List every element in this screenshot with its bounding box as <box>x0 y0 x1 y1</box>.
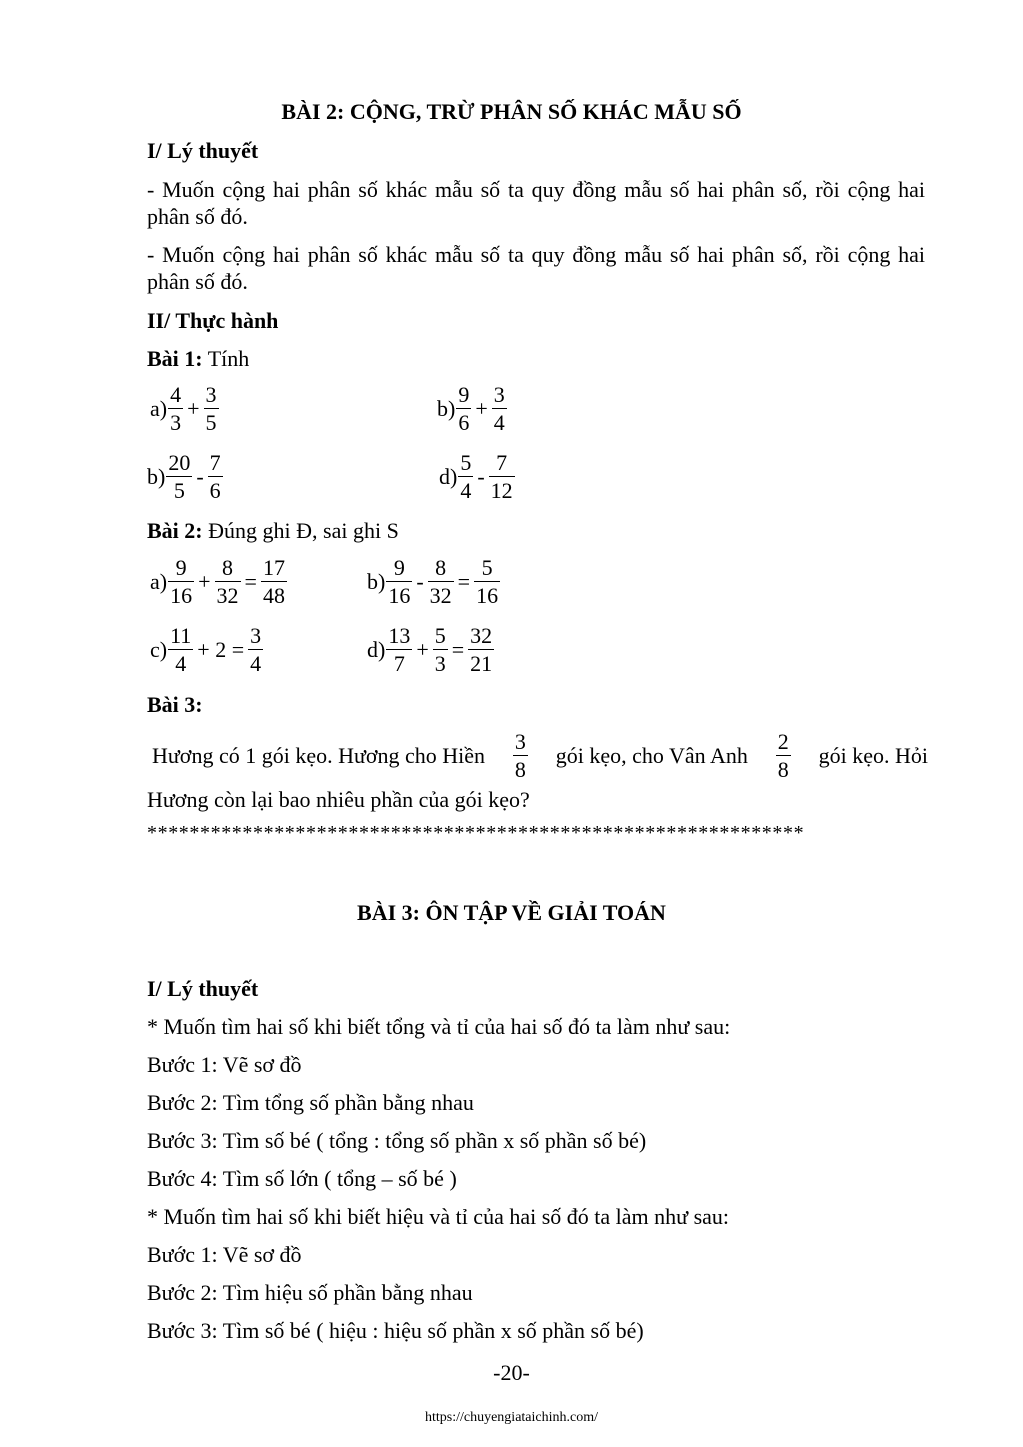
fraction <box>468 625 494 675</box>
numerator: 5 <box>460 450 472 475</box>
exercise3-line2: Hương còn lại bao nhiêu phần của gói kẹo? <box>147 787 530 812</box>
exercise3-part2: gói kẹo, cho Vân Anh <box>555 742 748 768</box>
exercise2-heading <box>147 518 399 544</box>
denominator: 4 <box>460 478 472 503</box>
exercise3-line1 <box>152 728 928 784</box>
denominator: 48 <box>262 583 285 608</box>
denominator: 3 <box>170 410 182 435</box>
operator: + <box>475 395 488 421</box>
fraction <box>474 557 500 607</box>
denominator: 3 <box>434 651 446 676</box>
item-prefix: b) <box>437 395 456 421</box>
numerator: 3 <box>205 382 217 407</box>
numerator: 3 <box>493 382 505 407</box>
exercise2-label: Bài 2: <box>147 518 203 543</box>
fraction <box>489 452 515 502</box>
exercise1-label: Bài 1: <box>147 346 203 371</box>
fraction <box>168 557 194 607</box>
exercise1-heading <box>147 346 249 372</box>
fraction <box>428 557 454 607</box>
lesson3-line: Bước 1: Vẽ sơ đồ <box>147 1242 302 1267</box>
lesson2-theory-2: - Muốn cộng hai phân số khác mẫu số ta quy đồng mẫu số hai phân số, rồi cộng hai phân số đó. <box>147 242 925 294</box>
numerator: 7 <box>209 450 221 475</box>
lesson2-theory-heading: I/ Lý thuyết <box>147 138 259 163</box>
operator: - <box>477 463 485 489</box>
fraction <box>168 384 183 434</box>
numerator: 8 <box>428 557 454 582</box>
numerator: 5 <box>434 623 446 648</box>
operator: - <box>196 463 204 489</box>
fraction <box>386 625 412 675</box>
exercise2-text: Đúng ghi Đ, sai ghi S <box>202 518 399 543</box>
lesson3-title: BÀI 3: ÔN TẬP VỀ GIẢI TOÁN <box>357 900 666 925</box>
item-prefix: b) <box>367 568 386 594</box>
exercise3-label: Bài 3: <box>147 692 203 717</box>
numerator: 3 <box>250 623 262 648</box>
exercise3-part1: Hương có 1 gói kẹo. Hương cho Hiền <box>152 742 486 768</box>
item-prefix: a) <box>150 568 168 594</box>
section-separator: ************************************************************** <box>147 822 805 844</box>
fraction <box>248 625 263 675</box>
numerator: 9 <box>458 382 470 407</box>
footer-url[interactable]: https://chuyengiataichinh.com/ <box>424 1410 599 1425</box>
fraction <box>166 452 192 502</box>
exercise3-part3: gói kẹo. Hỏi <box>818 742 928 768</box>
lesson3-theory-heading: I/ Lý thuyết <box>147 976 259 1001</box>
lesson3-line: * Muốn tìm hai số khi biết hiệu và tỉ của hai số đó ta làm như sau: <box>147 1204 730 1229</box>
item-prefix: d) <box>439 463 458 489</box>
fraction <box>208 452 223 502</box>
denominator: 21 <box>470 651 493 676</box>
denominator: 16 <box>170 583 193 608</box>
equals-sign: = <box>457 568 471 594</box>
item-prefix: d) <box>367 636 386 662</box>
fraction <box>386 557 412 607</box>
denominator: 8 <box>777 757 789 782</box>
lesson3-line: Bước 2: Tìm tổng số phần bằng nhau <box>147 1090 474 1115</box>
numerator: 17 <box>262 555 285 580</box>
denominator: 7 <box>393 651 405 676</box>
exercise2-item-c <box>150 622 264 678</box>
lesson3-line: * Muốn tìm hai số khi biết tổng và tỉ của hai số đó ta làm như sau: <box>147 1014 731 1039</box>
operator: + 2 = <box>197 636 245 662</box>
fraction <box>513 731 528 781</box>
numerator: 3 <box>514 729 526 754</box>
lesson2-title: BÀI 2: CỘNG, TRỪ PHÂN SỐ KHÁC MẪU SỐ <box>281 99 742 124</box>
denominator: 4 <box>175 651 187 676</box>
denominator: 8 <box>514 757 526 782</box>
denominator: 6 <box>209 478 221 503</box>
fraction <box>492 384 507 434</box>
item-prefix: b) <box>147 463 166 489</box>
equals-sign: = <box>451 636 465 662</box>
denominator: 4 <box>250 651 262 676</box>
exercise1-item-a <box>150 381 220 437</box>
denominator: 16 <box>388 583 411 608</box>
fraction <box>458 452 473 502</box>
operator: + <box>198 568 211 594</box>
exercise2-item-d <box>367 622 495 678</box>
numerator: 9 <box>386 557 412 582</box>
item-prefix: a) <box>150 395 168 421</box>
fraction <box>433 625 448 675</box>
numerator: 8 <box>215 557 241 582</box>
fraction <box>204 384 219 434</box>
denominator: 4 <box>493 410 505 435</box>
exercise1-item-b <box>437 381 508 437</box>
fraction <box>261 557 287 607</box>
denominator: 16 <box>476 583 499 608</box>
denominator: 5 <box>205 410 217 435</box>
numerator: 11 <box>170 623 192 648</box>
denominator: 32 <box>429 583 452 608</box>
lesson3-line: Bước 3: Tìm số bé ( hiệu : hiệu số phần x số phần số bé) <box>147 1318 644 1343</box>
operator: + <box>416 636 429 662</box>
operator: - <box>416 568 424 594</box>
fraction <box>776 731 791 781</box>
numerator: 9 <box>168 557 194 582</box>
lesson3-line: Bước 2: Tìm hiệu số phần bằng nhau <box>147 1280 473 1305</box>
numerator: 20 <box>168 450 191 475</box>
lesson3-line: Bước 1: Vẽ sơ đồ <box>147 1052 302 1077</box>
fraction <box>168 625 193 675</box>
lesson2-practice-heading: II/ Thực hành <box>147 308 279 333</box>
item-prefix: c) <box>150 636 168 662</box>
exercise2-item-b <box>367 554 501 610</box>
numerator: 7 <box>489 452 515 477</box>
numerator: 13 <box>388 623 411 648</box>
denominator: 6 <box>458 410 470 435</box>
numerator: 2 <box>777 729 789 754</box>
exercise2-item-a <box>150 554 288 610</box>
page-number: -20- <box>493 1360 530 1385</box>
exercise1-item-d <box>439 449 516 505</box>
numerator: 4 <box>170 382 182 407</box>
denominator: 12 <box>490 478 513 503</box>
exercise1-text: Tính <box>202 346 250 371</box>
lesson3-line: Bước 3: Tìm số bé ( tổng : tổng số phần x số phần số bé) <box>147 1128 647 1153</box>
lesson3-line: Bước 4: Tìm số lớn ( tổng – số bé ) <box>147 1166 457 1191</box>
denominator: 5 <box>173 478 185 503</box>
equals-sign: = <box>244 568 257 594</box>
numerator: 32 <box>470 623 493 648</box>
fraction <box>456 384 471 434</box>
numerator: 5 <box>474 557 500 582</box>
lesson2-theory-1: - Muốn cộng hai phân số khác mẫu số ta quy đồng mẫu số hai phân số, rồi cộng hai phân số đó. <box>147 177 925 229</box>
operator: + <box>187 395 200 421</box>
fraction <box>215 557 241 607</box>
denominator: 32 <box>216 583 239 608</box>
exercise1-item-c <box>147 449 224 505</box>
